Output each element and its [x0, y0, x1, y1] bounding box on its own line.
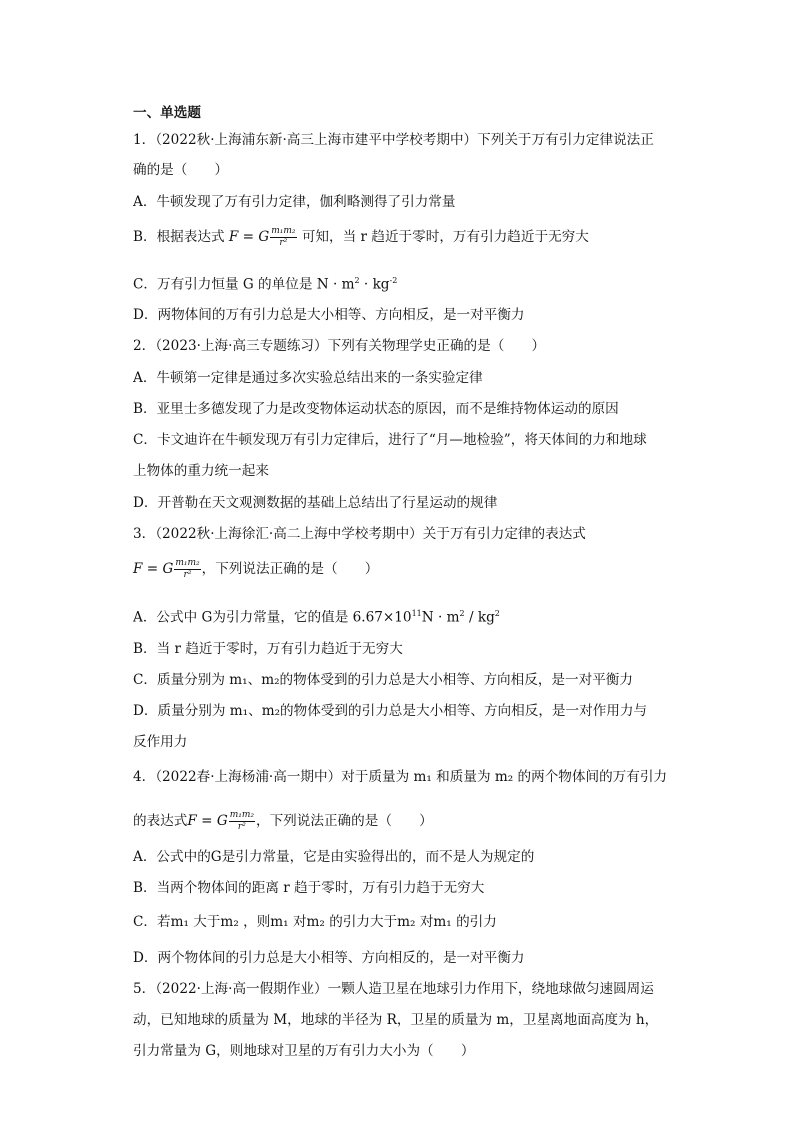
q3-option-a: [133, 605, 500, 627]
formula-lhs: F = G: [228, 229, 270, 245]
q3-option-a-prefix: A．公式中 G为引力常量，它的值是 6.67×10: [133, 609, 412, 626]
q3-option-d-line-2: 反作用力: [133, 734, 188, 750]
q5-stem-line-2: 动，已知地球的质量为 M，地球的半径为 R，卫星的质量为 m，卫星离地面高度为 h，: [133, 1012, 659, 1028]
q4-option-c: C．若m₁ 大于m₂ ，则m₁ 对m₂ 的引力大于m₂ 对m₁ 的引力: [133, 914, 497, 930]
q2-option-c-line-1: C．卡文迪许在牛顿发现万有引力定律后，进行了“月—地检验”，将天体间的力和地球: [133, 432, 647, 448]
q3-stem-line-1: 3．（2022秋·上海徐汇·高二上海中学校考期中）关于万有引力定律的表达式: [133, 526, 586, 542]
q1-option-c: [133, 272, 397, 294]
q1-option-b-suffix: 可知，当 r 趋近于零时，万有引力趋近于无穷大: [301, 229, 589, 245]
q5-stem-line-3: 引力常量为 G，则地球对卫星的万有引力大小为（ ）: [133, 1043, 475, 1059]
formula-lhs: F = G: [187, 813, 228, 829]
formula-numerator: m₁m₂: [271, 226, 296, 236]
superscript-two: 2: [494, 609, 500, 618]
q1-stem-line-1: 1．（2022秋·上海浦东新·高三上海市建平中学校考期中）下列关于万有引力定律说法正: [133, 132, 654, 148]
q4-option-a: A．公式中的G是引力常量，它是由实验得出的，而不是人为规定的: [133, 849, 535, 865]
q4-stem-line-1: 4．（2022春·上海杨浦·高一期中）对于质量为 m₁ 和质量为 m₂ 的两个物体间的万有引力: [133, 769, 668, 785]
q3-exponent: 11: [411, 609, 422, 618]
q2-option-b: B．亚里士多德发现了力是改变物体运动状态的原因，而不是维持物体运动的原因: [133, 401, 619, 417]
q2-option-a: A．牛顿第一定律是通过多次实验总结出来的一条实验定律: [133, 370, 483, 386]
formula-denominator: r²: [183, 570, 192, 580]
superscript-two: 2: [459, 609, 465, 618]
formula-fraction: [270, 227, 296, 248]
q3-option-b: B．当 r 趋近于零时，万有引力趋近于无穷大: [133, 641, 403, 657]
superscript-two: 2: [354, 276, 360, 285]
q1-option-b-prefix: B．根据表达式: [133, 229, 225, 245]
formula-lhs: F = G: [133, 561, 174, 577]
formula-fraction: [174, 559, 200, 580]
q3-option-c: C．质量分别为 m₁、m₂的物体受到的引力总是大小相等、方向相反，是一对平衡力: [133, 672, 633, 688]
q4-stem-line-2: [133, 811, 433, 832]
q2-option-c-line-2: 上物体的重力统一起来: [133, 463, 269, 479]
q4-option-d: D．两个物体间的引力总是大小相等、方向相反的，是一对平衡力: [133, 950, 525, 966]
formula-denominator: r²: [237, 822, 246, 832]
q3-option-a-unit: N · m: [421, 609, 460, 626]
formula-fraction: [229, 811, 255, 832]
q1-option-d: D．两物体间的万有引力总是大小相等、方向相反，是一对平衡力: [133, 307, 525, 323]
q4-stem-suffix: ，下列说法正确的是（ ）: [256, 813, 433, 829]
q1-option-a: A．牛顿发现了万有引力定律，伽利略测得了引力常量: [133, 194, 456, 210]
q1-option-b: [133, 227, 589, 248]
formula-numerator: m₁m₂: [229, 810, 254, 820]
q1-stem-line-2: 确的是（ ）: [133, 162, 229, 178]
q2-stem: 2．（2023·上海·高三专题练习）下列有关物理学史正确的是（ ）: [133, 338, 546, 354]
q3-option-d-line-1: D．质量分别为 m₁、m₂的物体受到的引力总是大小相等、方向相反，是一对作用力与: [133, 703, 648, 719]
formula-numerator: m₁m₂: [175, 558, 200, 568]
formula-denominator: r²: [279, 238, 288, 248]
q1-option-c-prefix: C．万有引力恒量 G 的单位是 N · m: [133, 276, 355, 293]
q3-option-a-unit-tail: / kg: [464, 609, 495, 626]
section-heading: 一、单选题: [133, 105, 201, 121]
q2-option-d: D．开普勒在天文观测数据的基础上总结出了行星运动的规律: [133, 495, 498, 511]
q4-option-b: B．当两个物体间的距离 r 趋于零时，万有引力趋于无穷大: [133, 880, 485, 896]
q4-stem-prefix: 的表达式: [133, 813, 188, 829]
superscript-neg-two: -2: [389, 276, 398, 285]
q3-stem-suffix: ，下列说法正确的是（ ）: [201, 561, 379, 577]
q1-option-c-mid: · kg: [359, 276, 390, 293]
q3-stem-line-2: [133, 559, 378, 580]
q5-stem-line-1: 5．（2022·上海·高一假期作业）一颗人造卫星在地球引力作用下，绕地球做匀速圆周运: [133, 981, 654, 997]
